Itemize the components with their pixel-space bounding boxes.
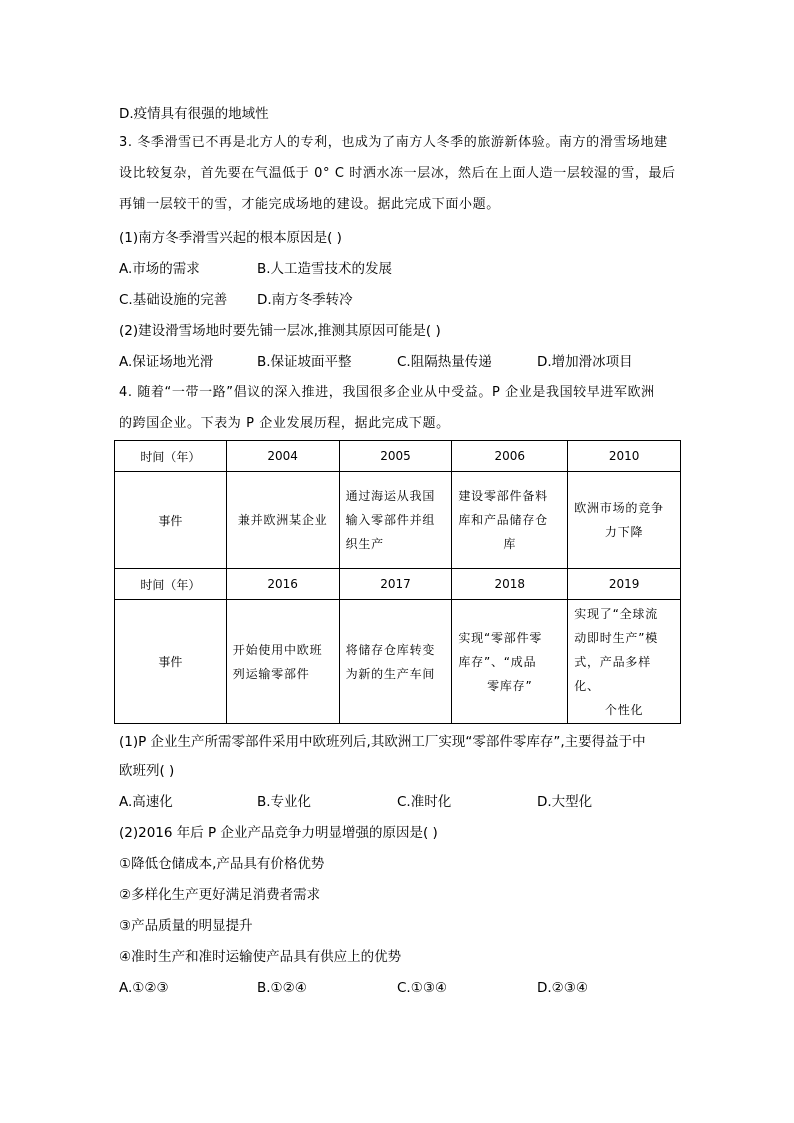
- q3-sub1-option-a: A.市场的需求: [119, 261, 200, 277]
- table-cell-event: [226, 472, 339, 569]
- event-line: 力下降: [604, 525, 644, 539]
- q4-sub1-option-b: B.专业化: [257, 794, 312, 810]
- table-cell-year: 2006: [452, 441, 568, 472]
- q4-sub2-statement-1: ①降低仓储成本,产品具有价格优势: [119, 856, 325, 872]
- q4-sub2-question: (2)2016 年后 P 企业产品竞争力明显增强的原因是( ): [119, 825, 438, 841]
- q3-stem-line-2: 设比较复杂，首先要在气温低于 0° C 时洒水冻一层冰，然后在上面人造一层较湿的雪，最后: [119, 166, 676, 181]
- event-line: 通过海运从我国: [345, 489, 436, 503]
- event-line: 欧洲市场的竞争: [574, 501, 664, 515]
- table-cell-event: [452, 472, 568, 569]
- table-cell-event: [452, 600, 568, 724]
- q3-stem-line-1: 3. 冬季滑雪已不再是北方人的专利，也成为了南方人冬季的旅游新体验。南方的滑雪场地建: [119, 135, 668, 150]
- event-line: 建设零部件备料: [458, 489, 548, 503]
- event-line: 库存”、“成品: [458, 654, 537, 669]
- table-cell-event: [568, 600, 681, 724]
- table-row: [115, 600, 681, 724]
- event-line: 零库存”: [487, 678, 533, 693]
- table-cell-event: [339, 600, 452, 724]
- q3-sub1-option-d: D.南方冬季转冷: [257, 292, 353, 308]
- q3-sub2-question: (2)建设滑雪场地时要先铺一层冰,推测其原因可能是( ): [119, 323, 441, 339]
- q4-sub1-option-d: D.大型化: [537, 794, 593, 810]
- table-cell-year: 2004: [226, 441, 339, 472]
- q4-sub2-option-a: A.①②③: [119, 980, 169, 996]
- table-cell-event: [568, 472, 681, 569]
- event-line: 个性化: [604, 702, 644, 717]
- event-line: 织生产: [345, 537, 384, 551]
- event-line: 库和产品储存仓: [458, 513, 548, 527]
- q3-sub2-option-c: C.阻隔热量传递: [397, 354, 492, 370]
- q3-sub2-option-a: A.保证场地光滑: [119, 354, 214, 370]
- table-row: [115, 569, 681, 600]
- q4-sub2-statement-3: ③产品质量的明显提升: [119, 918, 253, 934]
- q4-sub1-question-line-1: (1)P 企业生产所需零部件采用中欧班列后,其欧洲工厂实现“零部件零库存”,主要得益于中: [119, 734, 646, 750]
- q4-sub2-option-b: B.①②④: [257, 980, 307, 996]
- table-cell-label: 事件: [115, 600, 227, 724]
- q4-stem-line-1: 4. 随着“一带一路”倡议的深入推进，我国很多企业从中受益。P 企业是我国较早进军欧洲: [119, 385, 655, 400]
- table-cell-year: 2005: [339, 441, 452, 472]
- q3-sub1-option-c: C.基础设施的完善: [119, 292, 228, 308]
- table-cell-label: 事件: [115, 472, 227, 569]
- q3-sub1-option-b: B.人工造雪技术的发展: [257, 261, 393, 277]
- table-cell-year: 2019: [568, 569, 681, 600]
- q4-sub2-statement-2: ②多样化生产更好满足消费者需求: [119, 887, 321, 903]
- event-line: 实现了“全球流: [574, 606, 659, 621]
- event-line: 输入零部件并组: [345, 513, 436, 527]
- table-cell-event: [226, 600, 339, 724]
- table-row: [115, 441, 681, 472]
- event-line: 实现“零部件零: [458, 630, 543, 645]
- q4-sub1-option-a: A.高速化: [119, 794, 173, 810]
- q4-stem-line-2: 的跨国企业。下表为 P 企业发展历程，据此完成下题。: [119, 416, 450, 431]
- event-line: 兼并欧洲某企业: [237, 513, 328, 527]
- q3-sub2-option-b: B.保证坡面平整: [257, 354, 352, 370]
- development-history-table: [114, 440, 681, 724]
- table-cell-label: 时间（年）: [115, 441, 227, 472]
- q4-sub1-question-line-2: 欧班列( ): [119, 763, 175, 779]
- event-line: 为新的生产车间: [345, 666, 436, 681]
- table-cell-year: 2016: [226, 569, 339, 600]
- table-cell-year: 2017: [339, 569, 452, 600]
- table-cell-label: 时间（年）: [115, 569, 227, 600]
- q3-sub1-question: (1)南方冬季滑雪兴起的根本原因是( ): [119, 230, 342, 246]
- q4-sub2-statement-4: ④准时生产和准时运输使产品具有供应上的优势: [119, 949, 402, 965]
- event-line: 列运输零部件: [232, 666, 310, 681]
- table-row: [115, 472, 681, 569]
- q3-stem-line-3: 再铺一层较干的雪，才能完成场地的建设。据此完成下面小题。: [119, 197, 500, 212]
- q3-sub2-option-d: D.增加滑冰项目: [537, 354, 633, 370]
- table-cell-year: 2018: [452, 569, 568, 600]
- option-d-line: D.疫情具有很强的地域性: [119, 106, 269, 122]
- event-line: 开始使用中欧班: [232, 642, 323, 657]
- table-cell-year: 2010: [568, 441, 681, 472]
- table-cell-event: [339, 472, 452, 569]
- event-line: 将储存仓库转变: [345, 642, 436, 657]
- event-line: 动即时生产”模: [574, 630, 659, 645]
- q4-sub2-option-c: C.①③④: [397, 980, 448, 996]
- event-line: 库: [503, 537, 517, 551]
- q4-sub1-option-c: C.准时化: [397, 794, 452, 810]
- q4-sub2-option-d: D.②③④: [537, 980, 588, 996]
- event-line: 式，产品多样化、: [574, 654, 651, 693]
